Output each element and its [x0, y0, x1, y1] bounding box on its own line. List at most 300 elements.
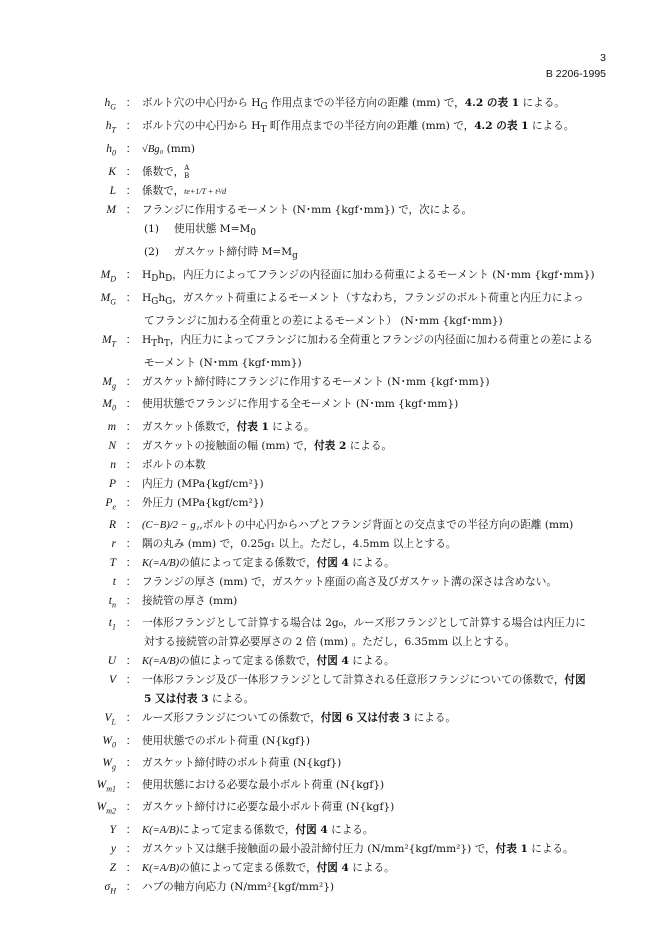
definition-symbol	[78, 182, 122, 201]
symbol-subscript: H	[110, 886, 116, 896]
definition-row	[78, 117, 608, 140]
colon-separator: ：	[125, 420, 137, 433]
symbol-subscript: G	[110, 297, 116, 307]
reference-bold: 付図 4	[316, 861, 349, 874]
fraction-numerator: A	[184, 163, 190, 172]
text-subscript: G	[165, 296, 173, 307]
symbol-subscript: 0	[112, 403, 116, 413]
symbol-base: Y	[109, 823, 116, 836]
symbol-base: σ	[104, 880, 111, 893]
definition-symbol	[78, 437, 122, 456]
reference-bold: 付図 4	[316, 556, 349, 569]
definition-symbol	[78, 732, 122, 754]
definition-main-text: ガスケットの接触面の幅 (mm) で，	[142, 439, 315, 452]
symbol-base: W	[102, 756, 112, 769]
colon-separator: ：	[125, 496, 137, 509]
definition-row	[78, 614, 608, 652]
definition-text	[140, 878, 608, 897]
symbol-base: K	[108, 165, 116, 178]
colon-separator: ：	[125, 97, 137, 109]
definition-text	[140, 840, 608, 859]
symbol-base: V	[104, 712, 112, 725]
definition-text	[140, 554, 608, 573]
definition-text	[140, 182, 608, 201]
text-subscript: T	[163, 339, 170, 350]
definition-row	[78, 182, 608, 201]
definition-symbol	[78, 289, 122, 311]
definition-symbol	[78, 878, 122, 900]
definition-main-text: 一体形フランジ及び一体形フランジとして計算される任意形フランジについての係数で，	[142, 674, 565, 687]
definition-main-text: ボルト穴の中心円から H	[142, 120, 261, 133]
symbol-base: P	[108, 477, 116, 490]
definition-symbol	[78, 456, 122, 475]
definition-row	[78, 201, 608, 266]
definition-text	[140, 201, 608, 266]
definition-symbol	[78, 652, 122, 671]
definition-main-text: H	[142, 333, 152, 346]
definition-row	[78, 754, 608, 776]
definition-text	[140, 776, 608, 795]
definition-row	[78, 840, 608, 859]
standard-code: B 2206-1995	[545, 68, 606, 80]
symbol-subscript: m2	[106, 806, 116, 816]
definition-main-text: ボルト穴の中心円から H	[142, 97, 261, 109]
definition-symbol	[78, 475, 122, 494]
definition-line	[142, 478, 264, 490]
definition-line	[142, 595, 237, 607]
definition-line	[142, 801, 394, 813]
definition-main-text: 使用状態における必要な最小ボルト荷重 (N{kgf})	[142, 779, 385, 792]
definition-line	[142, 655, 395, 667]
reference-bold: 4.2 の表 1	[474, 120, 529, 133]
definition-row	[78, 494, 608, 516]
definition-line	[142, 398, 458, 410]
text-subscript: G	[151, 296, 159, 307]
definition-row	[78, 798, 608, 820]
definition-symbol	[78, 573, 122, 592]
definition-line	[142, 824, 373, 836]
definition-line	[142, 712, 456, 724]
definition-text	[140, 671, 608, 709]
definition-text	[140, 437, 608, 456]
fraction	[184, 164, 189, 180]
definition-row	[78, 709, 608, 731]
symbol-base: P	[105, 496, 113, 509]
colon-separator: ：	[125, 333, 137, 346]
colon-separator: ：	[125, 376, 137, 389]
definition-symbol	[78, 94, 122, 116]
symbol-subscript: T	[111, 125, 116, 135]
definition-text	[140, 859, 608, 878]
definition-text	[140, 798, 608, 817]
definition-line-2-text: 対する接続管の計算必要厚さの 2 倍 (mm) 。ただし，6.35mm 以上とする。	[144, 636, 516, 649]
definition-main-text: の値によって定まる係数で，	[179, 655, 317, 668]
symbol-base: h	[106, 143, 112, 156]
colon-separator: ：	[125, 458, 137, 471]
definition-line	[142, 538, 456, 550]
definition-main-text: ガスケット締付時のボルト荷重 (N{kgf})	[142, 756, 342, 769]
definition-text	[140, 289, 608, 331]
symbol-subscript: g	[112, 762, 116, 772]
definition-row	[78, 516, 608, 535]
definition-text	[140, 140, 608, 159]
definition-main-text: 隅の丸み (mm) で，0.25g₁ 以上。ただし，4.5mm 以上とする。	[142, 537, 457, 550]
definition-symbol	[78, 331, 122, 353]
definition-text	[140, 395, 608, 414]
definition-line	[142, 291, 584, 307]
definition-text	[140, 535, 608, 554]
definition-line-2	[142, 690, 608, 709]
definition-line	[142, 497, 264, 509]
sub-item-text: ガスケット締付時 M=M	[174, 245, 293, 258]
definition-main-text: 使用状態でのボルト荷重 (N{kgf})	[142, 734, 311, 747]
definition-line	[142, 674, 586, 686]
reference-bold: 付図 6 又は付表 3	[320, 712, 411, 725]
definition-formula: K(=A/B)	[142, 862, 180, 874]
text-subscript: D	[165, 273, 173, 284]
definition-row	[78, 573, 608, 592]
symbol-base: W	[96, 779, 107, 792]
definition-main-text: ボルトの本数	[142, 458, 206, 471]
definition-row	[78, 732, 608, 754]
symbol-subscript: m1	[106, 784, 116, 794]
definition-main-text: の値によって定まる係数で，	[179, 861, 317, 874]
definition-symbol	[78, 535, 122, 554]
text-subscript: D	[151, 273, 159, 284]
definition-main-text: ガスケット締付時にフランジに作用するモーメント (N･mm {kgf･mm})	[142, 376, 490, 389]
definition-formula: (C−B)/2 − g₁	[142, 519, 200, 531]
definition-formula: √Bg₀	[142, 144, 164, 156]
definition-line-2-text: てフランジに加わる全荷重との差によるモーメント） (N･mm {kgf･mm})	[144, 314, 503, 327]
definition-line	[142, 440, 392, 452]
definition-symbol	[78, 516, 122, 535]
definition-row	[78, 395, 608, 417]
definition-tail: による。	[327, 823, 374, 836]
symbol-base: h	[105, 120, 112, 133]
definition-row	[78, 535, 608, 554]
definition-line	[142, 268, 595, 284]
definition-symbol	[78, 395, 122, 417]
colon-separator: ：	[125, 823, 137, 836]
definition-symbol	[78, 821, 122, 840]
definition-line	[142, 333, 594, 350]
definition-line	[142, 843, 574, 855]
definition-symbol	[78, 614, 122, 636]
colon-separator: ：	[125, 291, 137, 304]
definition-text-rest: h	[158, 291, 166, 304]
symbol-base: M	[100, 268, 111, 281]
colon-separator: ：	[125, 842, 137, 855]
symbol-base: M	[100, 291, 111, 304]
symbol-base: N	[108, 439, 116, 452]
definition-row	[78, 331, 608, 373]
symbol-subscript: L	[111, 717, 116, 727]
definition-text	[140, 475, 608, 494]
colon-separator: ：	[125, 120, 137, 133]
symbol-subscript: e	[112, 501, 116, 511]
definition-main-text: ハブの軸方向応力 (N/mm²{kgf/mm²})	[142, 880, 335, 893]
definition-symbol	[78, 671, 122, 690]
definition-tail: による。	[410, 712, 456, 725]
symbol-subscript: T	[111, 339, 116, 349]
symbol-base: W	[96, 801, 107, 814]
definition-text-rest: h	[157, 333, 164, 346]
definition-text	[140, 373, 608, 392]
definition-row	[78, 878, 608, 900]
colon-separator: ：	[125, 575, 137, 588]
definition-text	[140, 418, 608, 437]
page-header	[546, 50, 606, 82]
symbol-base: V	[108, 674, 116, 687]
definition-line-2-text: による。	[208, 693, 255, 706]
definition-line	[142, 376, 490, 388]
definition-row	[78, 671, 608, 709]
colon-separator: ：	[125, 143, 137, 156]
colon-separator: ：	[125, 518, 137, 531]
definition-text	[140, 456, 608, 475]
definition-line	[142, 779, 384, 791]
fraction-denominator: B	[184, 171, 190, 180]
definition-row	[78, 776, 608, 798]
definition-text	[140, 614, 608, 652]
symbol-base: t	[112, 575, 116, 588]
definition-line-2	[142, 633, 608, 652]
colon-separator: ：	[125, 801, 137, 814]
definition-line	[142, 617, 586, 629]
definition-symbol	[78, 840, 122, 859]
definition-row	[78, 859, 608, 878]
definition-symbol	[78, 140, 122, 162]
definition-line-2-text: モーメント (N･mm {kgf･mm})	[144, 357, 302, 370]
definition-main-text: の値によって定まる係数で，	[179, 556, 317, 569]
definition-tail: による。	[268, 420, 315, 433]
symbol-base: y	[110, 842, 116, 855]
symbol-subscript: 1	[112, 622, 116, 632]
reference-bold: 付図	[564, 674, 586, 687]
symbol-base: L	[109, 184, 116, 197]
definition-tail: ，内圧力によってフランジの内径面に加わる荷重によるモーメント (N･mm {kgf･mm})	[172, 268, 595, 281]
definition-main-text: フランジの厚さ (mm) で，ガスケット座面の高さ及びガスケット溝の深さは含めない。	[142, 575, 557, 588]
definition-row	[78, 140, 608, 162]
definition-row	[78, 821, 608, 840]
definition-tail: による。	[348, 556, 395, 569]
symbol-base: n	[110, 458, 116, 471]
definition-text	[140, 494, 608, 513]
definition-row	[78, 163, 608, 182]
definition-line	[142, 163, 190, 180]
definition-text-rest: 作用点までの半径方向の距離 (mm) で，	[267, 97, 465, 109]
definition-text-rest: h	[158, 268, 166, 281]
page-number: 3	[600, 52, 606, 64]
definition-symbol	[78, 776, 122, 798]
definition-line	[142, 881, 334, 893]
definition-tail: による。	[346, 439, 393, 452]
definition-line	[142, 143, 195, 155]
definition-line	[142, 576, 557, 588]
definition-row	[78, 373, 608, 395]
definition-symbol	[78, 266, 122, 288]
definition-main-text: H	[142, 268, 152, 281]
colon-separator: ：	[125, 398, 137, 411]
definition-text	[140, 516, 608, 535]
reference-bold: 5 又は付表 3	[144, 693, 209, 706]
definition-tail: による。	[527, 842, 574, 855]
colon-separator: ：	[125, 477, 137, 490]
definition-text-rest: 町作用点までの半径方向の距離 (mm) で，	[266, 120, 475, 133]
symbol-subscript: g	[112, 381, 116, 391]
symbol-subscript: G	[110, 102, 116, 112]
definition-text	[140, 117, 608, 140]
definition-main-text: (mm)	[163, 143, 195, 156]
definition-main-text: ,ボルトの中心円からハブとフランジ背面との交点までの半径方向の距離 (mm)	[199, 518, 574, 531]
symbol-subscript: 0	[112, 739, 116, 749]
colon-separator: ：	[125, 756, 137, 769]
colon-separator: ：	[125, 203, 137, 216]
definition-main-text: 係数で，	[142, 184, 185, 197]
definition-formula: K(=A/B)	[142, 824, 180, 836]
colon-separator: ：	[125, 861, 137, 874]
definition-tail: による。	[528, 120, 575, 133]
definition-line	[142, 421, 315, 433]
symbol-base: m	[107, 420, 116, 433]
definition-symbol	[78, 373, 122, 395]
definition-line-2	[142, 312, 608, 331]
definition-formula: K(=A/B)	[142, 656, 180, 668]
definition-row	[78, 592, 608, 614]
definition-tail: による。	[348, 861, 395, 874]
definition-main-text: 係数で，	[142, 165, 185, 178]
definition-tail: ，内圧力によってフランジに加わる全荷重とフランジの内径面に加わる荷重との差による	[169, 333, 594, 346]
definition-line	[142, 204, 472, 216]
definition-symbol	[78, 592, 122, 614]
definition-symbol	[78, 117, 122, 139]
symbol-base: M	[101, 333, 112, 346]
definition-main-text: ルーズ形フランジについての係数で，	[142, 712, 321, 725]
definition-text	[140, 573, 608, 592]
definition-main-text: 内圧力 (MPa{kgf/cm²})	[142, 477, 264, 490]
definition-main-text: 接続管の厚さ (mm)	[142, 594, 238, 607]
definition-line	[142, 757, 341, 769]
definition-main-text: によって定まる係数で，	[179, 823, 296, 836]
definition-sub-item	[142, 220, 608, 243]
definition-main-text: ガスケット係数で，	[142, 420, 237, 433]
definition-line	[142, 459, 206, 471]
definition-row	[78, 456, 608, 475]
fraction-text: te+1/T + t³/d	[184, 186, 227, 196]
definition-symbol	[78, 798, 122, 820]
colon-separator: ：	[125, 537, 137, 550]
definition-main-text: H	[142, 291, 152, 304]
definition-row	[78, 266, 608, 289]
definition-symbol	[78, 418, 122, 437]
definition-line	[142, 120, 575, 136]
symbol-base: W	[102, 734, 112, 747]
definition-text	[140, 94, 608, 117]
definition-main-text: フランジに作用するモーメント (N･mm {kgf･mm}) で，次による。	[142, 203, 473, 216]
reference-bold: 付表 1	[236, 420, 269, 433]
definition-text	[140, 821, 608, 840]
symbol-base: R	[108, 518, 116, 531]
colon-separator: ：	[125, 655, 137, 668]
symbol-subscript: D	[110, 274, 116, 284]
definition-line	[142, 557, 395, 569]
definition-line-2	[142, 354, 608, 373]
sub-item-text: 使用状態 M=M	[174, 222, 251, 235]
definition-row	[78, 94, 608, 117]
colon-separator: ：	[125, 779, 137, 792]
text-subscript: T	[151, 339, 158, 350]
definition-text	[140, 732, 608, 751]
colon-separator: ：	[125, 556, 137, 569]
symbol-base: M	[102, 376, 112, 389]
definition-row	[78, 418, 608, 437]
definition-line	[142, 97, 565, 113]
definition-line	[142, 519, 573, 531]
definition-main-text: ガスケット締付けに必要な最小ボルト荷重 (N{kgf})	[142, 801, 395, 814]
definition-symbol	[78, 201, 122, 220]
colon-separator: ：	[125, 617, 137, 630]
sub-item-subscript: g	[292, 250, 298, 261]
definition-sub-item	[142, 243, 608, 266]
colon-separator: ：	[125, 594, 137, 607]
symbol-base: Z	[109, 861, 116, 874]
definition-tail: ，ガスケット荷重によるモーメント（すなわち，フランジのボルト荷重と内圧力によっ	[172, 291, 584, 304]
definition-text	[140, 331, 608, 373]
definition-symbol	[78, 163, 122, 182]
definition-text	[140, 163, 608, 182]
definition-text	[140, 652, 608, 671]
definition-row	[78, 289, 608, 331]
definition-text	[140, 709, 608, 728]
symbol-base: M	[106, 203, 116, 216]
definition-symbol	[78, 494, 122, 516]
definition-symbol	[78, 709, 122, 731]
definition-symbol	[78, 554, 122, 573]
definition-text	[140, 754, 608, 773]
colon-separator: ：	[125, 734, 137, 747]
symbol-base: h	[104, 97, 111, 109]
text-subscript: T	[260, 125, 267, 136]
sub-item-subscript: 0	[250, 227, 256, 238]
definition-tail: による。	[348, 655, 395, 668]
definition-row	[78, 554, 608, 573]
text-subscript: G	[260, 102, 268, 113]
reference-bold: 付表 1	[495, 842, 528, 855]
reference-bold: 付図 4	[295, 823, 328, 836]
colon-separator: ：	[125, 880, 137, 893]
symbol-base: t	[108, 617, 112, 630]
sub-item-number: (1)	[144, 222, 160, 235]
definition-formula: K(=A/B)	[142, 557, 180, 569]
definition-text	[140, 592, 608, 611]
symbol-base: T	[109, 556, 116, 569]
colon-separator: ：	[125, 165, 137, 178]
symbol-subscript: 0	[112, 148, 116, 158]
definition-main-text: 外圧力 (MPa{kgf/cm²})	[142, 496, 264, 509]
definitions-list	[78, 94, 608, 900]
colon-separator: ：	[125, 184, 137, 197]
definition-row	[78, 475, 608, 494]
reference-bold: 付表 2	[314, 439, 347, 452]
reference-bold: 4.2 の表 1	[464, 97, 520, 109]
definition-row	[78, 437, 608, 456]
symbol-base: U	[107, 655, 116, 668]
definition-main-text: ガスケット又は継手接触面の最小設計締付圧力 (N/mm²{kgf/mm²}) で，	[142, 842, 496, 855]
definition-text	[140, 266, 608, 289]
definition-line	[142, 862, 395, 874]
symbol-base: t	[108, 594, 112, 607]
colon-separator: ：	[125, 439, 137, 452]
